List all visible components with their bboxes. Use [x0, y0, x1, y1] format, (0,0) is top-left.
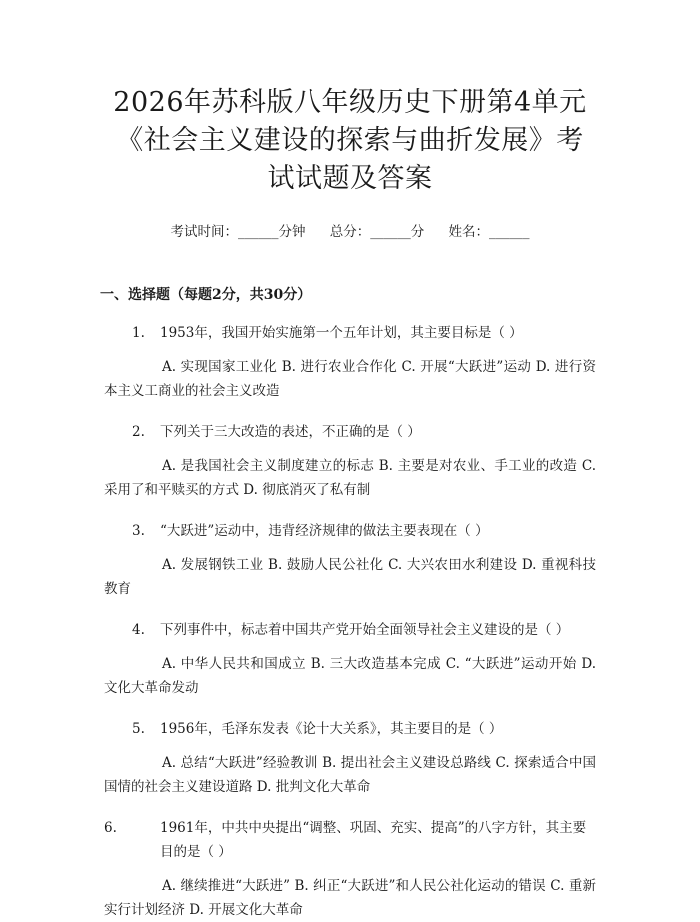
- question-options: A. 发展钢铁工业 B. 鼓励人民公社化 C. 大兴农田水利建设 D. 重视科技教育: [104, 557, 596, 597]
- question-stem: [104, 717, 596, 741]
- question-text: 下列事件中，标志着中国共产党开始全面领导社会主义建设的是（ ）: [160, 622, 570, 638]
- question-stem: [104, 618, 596, 642]
- question-number: 5.: [132, 721, 145, 737]
- document-title: 2026年苏科版八年级历史下册第4单元《社会主义建设的探索与曲折发展》考试试题及答案: [113, 87, 587, 194]
- question-options: A. 是我国社会主义制度建立的标志 B. 主要是对农业、手工业的改造 C. 采用了和平赎买的方式 D. 彻底消灭了私有制: [104, 458, 596, 498]
- question-item: [104, 420, 596, 502]
- question-item: [104, 321, 596, 403]
- question-stem: [104, 816, 596, 864]
- exam-time: 考试时间：______分钟: [170, 224, 306, 240]
- question-stem: [104, 321, 596, 345]
- question-options: A. 总结“大跃进”经验教训 B. 提出社会主义建设总路线 C. 探索适合中国国情的社会主义建设道路 D. 批判文化大革命: [104, 755, 596, 795]
- question-stem: [104, 519, 596, 543]
- question-text: “大跃进”运动中，违背经济规律的做法主要表现在（ ）: [160, 523, 489, 539]
- question-list: [104, 321, 596, 922]
- exam-name: 姓名：______: [448, 224, 530, 240]
- question-number: 3.: [132, 523, 145, 539]
- question-number: 4.: [132, 622, 145, 638]
- exam-score: 总分：______分: [329, 224, 425, 240]
- question-options: A. 中华人民共和国成立 B. 三大改造基本完成 C. “大跃进”运动开始 D. 文化大革命发动: [104, 656, 596, 696]
- question-text: 1961年，中共中央提出“调整、巩固、充实、提高”的八字方针，其主要目的是（ ）: [160, 820, 587, 860]
- question-number: 2.: [132, 424, 145, 440]
- question-item: [104, 816, 596, 922]
- question-stem: [104, 420, 596, 444]
- question-text: 1956年，毛泽东发表《论十大关系》，其主要目的是（ ）: [160, 721, 503, 737]
- question-options: A. 继续推进“大跃进” B. 纠正“大跃进”和人民公社化运动的错误 C. 重新实行计划经济 D. 开展文化大革命: [104, 878, 596, 918]
- question-item: [104, 519, 596, 601]
- question-item: [104, 618, 596, 700]
- exam-meta: [104, 220, 596, 240]
- question-number: 6.: [104, 820, 117, 836]
- section-heading: 一、选择题（每题2分，共30分）: [100, 287, 312, 303]
- question-options: A. 实现国家工业化 B. 进行农业合作化 C. 开展“大跃进”运动 D. 进行资本主义工商业的社会主义改造: [104, 359, 596, 399]
- question-text: 下列关于三大改造的表述，不正确的是（ ）: [160, 424, 421, 440]
- question-item: [104, 717, 596, 799]
- question-text: 1953年，我国开始实施第一个五年计划，其主要目标是（ ）: [160, 325, 523, 341]
- question-number: 1.: [132, 325, 145, 341]
